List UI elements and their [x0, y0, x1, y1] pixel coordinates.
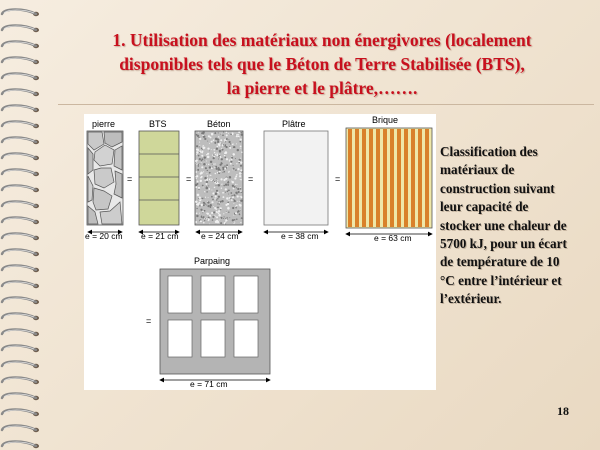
materials-diagram	[84, 114, 436, 390]
plaster-wall	[264, 131, 328, 225]
material-label-bts: BTS	[149, 119, 167, 129]
spiral-binding-icon	[0, 0, 44, 450]
equals-sign: =	[186, 174, 192, 184]
material-label-beton: Béton	[207, 119, 231, 129]
thickness-beton: e = 24 cm	[201, 231, 239, 241]
thickness-pierre: e = 20 cm	[85, 231, 123, 241]
equals-sign: =	[146, 316, 152, 326]
brick-wall	[346, 128, 432, 228]
material-label-pierre: pierre	[92, 119, 116, 129]
material-label-platre: Plâtre	[282, 119, 306, 129]
thickness-brique: e = 63 cm	[374, 233, 412, 243]
title-divider	[58, 104, 594, 105]
equals-sign: =	[248, 174, 254, 184]
figure-caption: Classification des matériaux de construction suivant leur capacité de stocker une chaleur de 5700 kJ, pour un écart de température de 10 °C entre l’intérieur et l’extérieur.	[440, 144, 567, 307]
stone-wall	[87, 131, 123, 225]
equals-sign: =	[335, 174, 341, 184]
material-label-brique: Brique	[372, 115, 399, 125]
thickness-bts: e = 21 cm	[141, 231, 179, 241]
title-line-1: 1. Utilisation des matériaux non énergivores (localement	[112, 30, 532, 50]
material-label-parpaing: Parpaing	[194, 256, 231, 266]
concrete-wall	[195, 131, 243, 225]
title-line-3: la pierre et le plâtre,…….	[226, 78, 418, 98]
slide-title	[48, 28, 596, 100]
thickness-parpaing: e = 71 cm	[190, 379, 228, 389]
bts-blocks	[139, 131, 179, 225]
page-number: 18	[557, 404, 569, 418]
equals-sign: =	[127, 174, 133, 184]
hollow-block-wall	[160, 269, 270, 374]
title-line-2: disponibles tels que le Béton de Terre Stabilisée (BTS),	[119, 54, 525, 74]
materials-figure	[84, 114, 436, 390]
thickness-platre: e = 38 cm	[281, 231, 319, 241]
